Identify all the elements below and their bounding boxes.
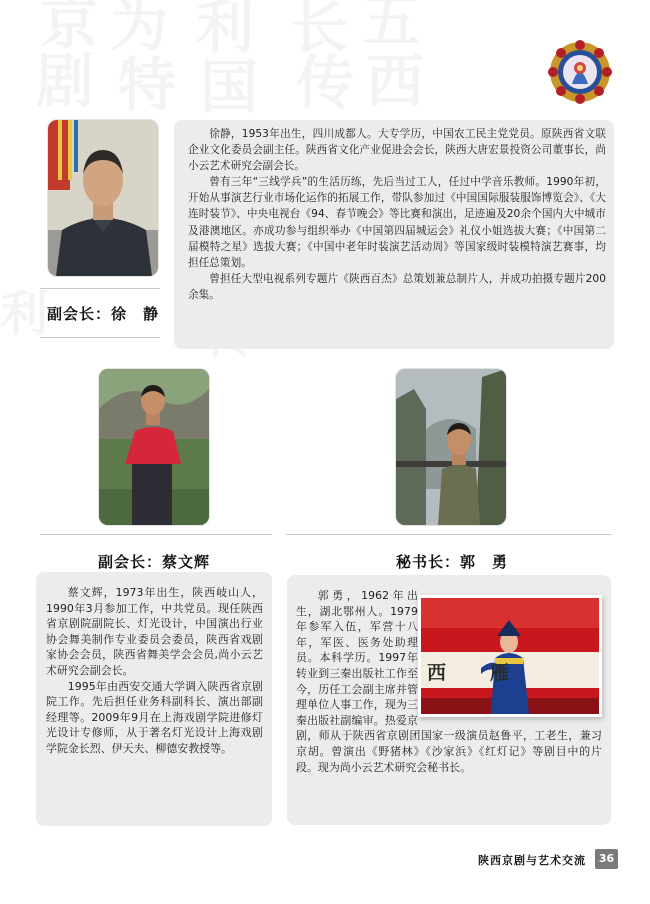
watermark-glyph [366, 52, 424, 110]
portrait-photo-cai-wenhui [99, 369, 209, 525]
title-rule [40, 534, 272, 535]
bio-paragraph: 曾有三年“三线学兵”的生活历练，先后当过工人，任过中学音乐教师。1990年初，开始从事演艺行业市场化运作的拓展工作，带队参加过《中国国际服装服饰博览会》、《大连时装节》、中央电视台《94、春节晚会》等比赛和演出，足迹遍及20余个国内大中城市及港澳地区。亦成功参与组织举办《中国第四届城运会》礼仪小姐选拔大赛；《中国第二届模特之星》选拔大赛；《中国中老年时装演艺活动周》等国家级时装模特演艺赛事，均担任总策划。 [188, 176, 606, 269]
watermark-glyph [110, 0, 168, 54]
watermark-glyph [290, 0, 348, 56]
bio-text-guo-yong [296, 588, 602, 775]
watermark-glyph [362, 0, 420, 50]
watermark-glyph [296, 54, 354, 112]
bio-text-xu-jing [188, 126, 606, 303]
bio-text-cai-wenhui [46, 585, 263, 757]
bio-paragraph: 徐静，1953年出生，四川成都人。大专学历，中国农工民主党党员。原陕西省文联企业文化委员会副主任。陕西省文化产业促进会会长，陕西大唐宏景投资公司董事长，尚小云艺术研究会副会长。 [188, 128, 606, 173]
profile-title-cai-wenhui: 副会长：蔡文辉 [98, 553, 211, 571]
magazine-brand: 陕西京剧与艺术交流 [478, 854, 586, 867]
association-emblem-icon [548, 40, 612, 104]
portrait-photo-xu-jing [48, 120, 158, 276]
watermark-glyph [118, 56, 176, 114]
bio-paragraph: 曾担任大型电视系列专题片《陕西百杰》总策划兼总制片人，并成功拍摄专题片200余集。 [188, 272, 606, 301]
watermark-glyph [200, 58, 258, 116]
watermark-glyph [196, 0, 254, 56]
title-rule [40, 337, 160, 338]
bio-paragraph: 郭勇，1962年出生，湖北鄂州人。1979年参军入伍，军营十八年，军医、医务处助理员。本科学历。1997年转业到三秦出版社工作至今，历任工会副主席并管理单位人事工作，现为三秦出版社副编审。热爱京剧，师从于陕西省京剧团国家一级演员赵鲁平，工老生，兼习京胡。曾演出《野猪林》《沙家浜》《红灯记》等剧目中的片段。现为尚小云艺术研究会秘书长。 [296, 589, 602, 774]
portrait-photo-guo-yong [396, 369, 506, 525]
watermark-glyph [36, 52, 94, 110]
title-rule [286, 534, 612, 535]
bio-paragraph: 蔡文辉，1973年出生，陕西岐山人，1990年3月参加工作，中共党员。现任陕西省京剧院副院长、灯光设计，中国演出行业协会舞美制作专业委员会委员，陕西省戏剧家协会会员，陕西省舞美学会会员,尚小云艺术研究会副会长。 [46, 586, 263, 677]
profile-title-xu-jing: 副会长：徐 静 [47, 305, 160, 323]
watermark-glyph [0, 290, 48, 338]
watermark-glyph [40, 0, 98, 52]
photo-wrap-spacer [418, 588, 602, 718]
stage-banner-text: 西 雁 [427, 662, 512, 684]
title-rule [40, 288, 160, 289]
bio-paragraph: 1995年由西安交通大学调入陕西省京剧院工作。先后担任业务科副科长、演出部副经理等。2009年9月在上海戏剧学院进修灯光设计专修师，从于著名灯光设计上海戏剧学院金长烈、伊天夫、柳德安教授等。 [46, 679, 263, 755]
profile-title-guo-yong: 秘书长：郭 勇 [396, 553, 509, 571]
page-number: 36 [595, 849, 618, 869]
